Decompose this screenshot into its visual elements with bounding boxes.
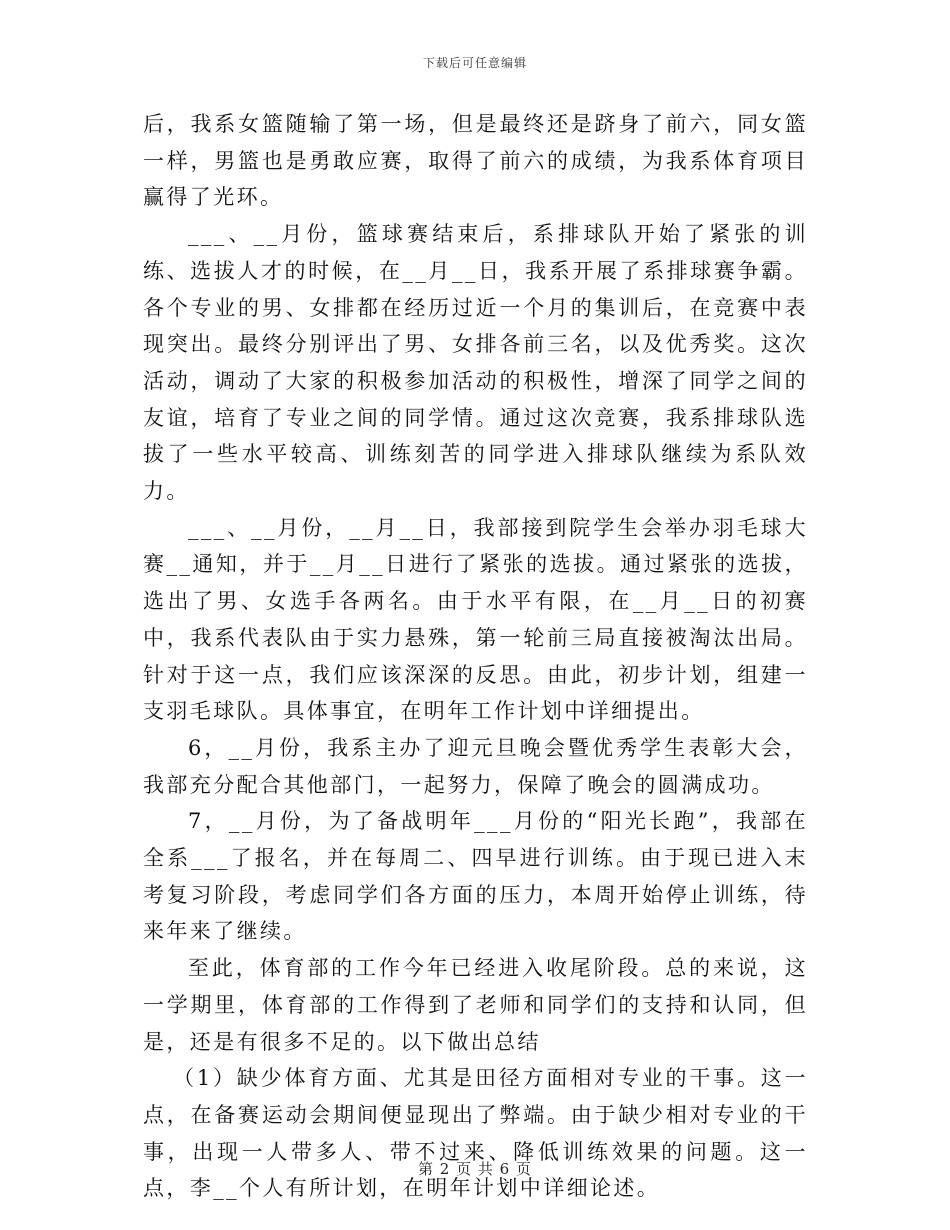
paragraph-4: 6，__月份，我系主办了迎元旦晚会暨优秀学生表彰大会，我部充分配合其他部门，一起努力，保障了晚会的圆满成功。 [143,735,808,797]
paragraph-5: 7，__月份，为了备战明年___月份的“阳光长跑”，我部在全系___了报名，并在每周二、四早进行训练。由于现已进入末考复习阶段，考虑同学们各方面的压力，本周开始停止训练，待来年来了继续。 [143,809,808,944]
paragraph-3: ___、__月份，__月__日，我部接到院学生会举办羽毛球大赛__通知，并于__月__日进行了紧张的选拔。通过紧张的选拔，选出了男、女选手各两名。由于水平有限，在__月__日的初赛中，我系代表队由于实力悬殊，第一轮前三局直接被淘汰出局。针对于这一点，我们应该深深的反思。由此，初步计划，组建一支羽毛球队。具体事宜，在明年工作计划中详细提出。 [143,515,808,724]
paragraph-1: 后，我系女篮随输了第一场，但是最终还是跻身了前六，同女篮一样，男篮也是勇敢应赛，取得了前六的成绩，为我系体育项目赢得了光环。 [143,112,808,210]
paragraph-2: ___、__月份，篮球赛结束后，系排球队开始了紧张的训练、选拔人才的时候，在__月__日，我系开展了系排球赛争霸。各个专业的男、女排都在经历过近一个月的集训后，在竞赛中表现突出。最终分别评出了男、女排各前三名，以及优秀奖。这次活动，调动了大家的积极参加活动的积极性，增深了同学之间的友谊，培育了专业之间的同学情。通过这次竞赛，我系排球队选拔了一些水平较高、训练刻苦的同学进入排球队继续为系队效力。 [143,222,808,504]
paragraph-7: （1）缺少体育方面、尤其是田径方面相对专业的干事。这一点，在备赛运动会期间便显现出了弊端。由于缺少相对专业的干事，出现一人带多人、带不过来、降低训练效果的问题。这一点，李__个人有所计划，在明年计划中详细论述。 [143,1066,808,1201]
page-footer: 第 2 页 共 6 页 [418,1160,532,1178]
paragraph-6: 至此，体育部的工作今年已经进入收尾阶段。总的来说，这一学期里，体育部的工作得到了老师和同学们的支持和认同，但是，还是有很多不足的。以下做出总结 [143,956,808,1054]
page-header: 下载后可任意编辑 [422,56,527,70]
document-body [143,106,808,1207]
